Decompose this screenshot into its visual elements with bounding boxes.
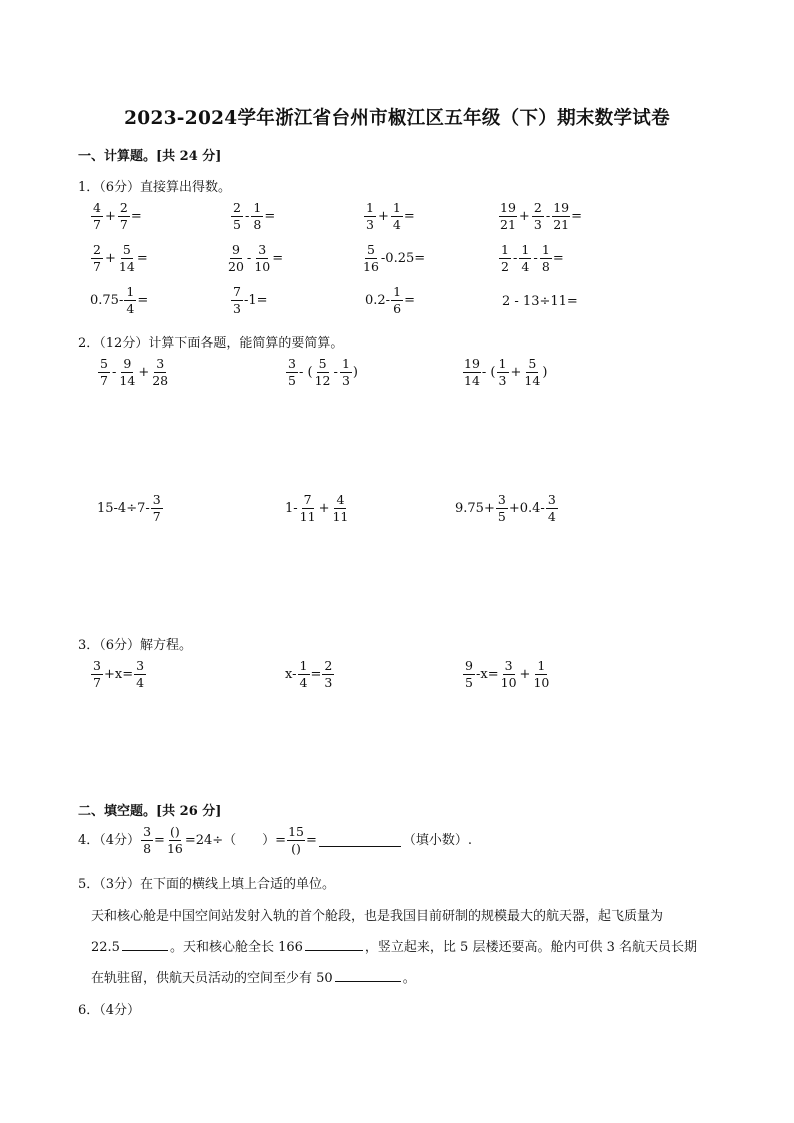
fraction — [391, 286, 403, 315]
numerator: 3 — [91, 660, 103, 675]
fraction — [231, 286, 243, 315]
expression-text: = — [404, 293, 415, 308]
expression-text: - — [545, 209, 551, 224]
fraction — [166, 826, 184, 855]
expression-text: = — [130, 209, 142, 224]
numerator: 4 — [91, 202, 103, 217]
q1-r2-c — [361, 244, 425, 273]
fraction — [287, 826, 305, 855]
expression-text: ) — [542, 365, 548, 380]
q4-answer-blank[interactable] — [319, 834, 401, 847]
question-2-label: 2．（12分）计算下面各题，能简算的要简算。 — [78, 336, 344, 351]
numerator: 3 — [286, 358, 298, 373]
q1-r3-d — [502, 295, 578, 308]
fraction — [540, 244, 552, 273]
fraction — [124, 286, 136, 315]
expression-text: +x= — [104, 667, 134, 682]
numerator: 19 — [464, 356, 480, 371]
expression-text: + — [105, 251, 116, 266]
denominator: 7 — [93, 258, 101, 274]
expression-text: = — [310, 667, 322, 682]
fraction — [298, 660, 310, 689]
q1-r1-c — [363, 202, 415, 231]
expression-text: + — [378, 209, 389, 224]
numerator: 5 — [121, 244, 133, 259]
fraction — [299, 494, 317, 523]
numerator: 1 — [540, 244, 552, 259]
fraction — [134, 660, 146, 689]
numerator: 3 — [151, 494, 163, 509]
q1-r1-a — [90, 202, 142, 231]
expression-text: 0.75- — [90, 293, 124, 308]
numerator: 1 — [391, 202, 403, 217]
fraction — [286, 358, 298, 387]
denominator: 16 — [166, 840, 183, 856]
fraction — [91, 202, 103, 231]
q1-r3-a — [90, 286, 148, 315]
denominator: 4 — [299, 674, 308, 690]
numerator: 1 — [251, 202, 263, 217]
q1-r1-d — [498, 202, 582, 231]
fraction — [519, 244, 531, 273]
q5-blank-volume[interactable] — [335, 969, 401, 982]
denominator: 10 — [254, 258, 271, 274]
fraction — [463, 358, 481, 387]
expression-text: + — [519, 667, 531, 682]
expression-text: + — [105, 209, 116, 224]
fraction — [141, 826, 153, 855]
expression-text: - ( — [481, 365, 496, 380]
fraction — [231, 202, 243, 231]
q3-equation-3 — [462, 660, 551, 689]
denominator: 11 — [332, 508, 349, 524]
denominator: 7 — [152, 508, 161, 524]
denominator: 5 — [465, 674, 473, 690]
denominator: 3 — [498, 372, 507, 388]
expression-text: ) — [352, 365, 358, 380]
numerator: 2 — [231, 202, 243, 217]
expression-text: （填小数）. — [402, 833, 473, 848]
denominator: 12 — [314, 372, 331, 388]
numerator: 1 — [124, 286, 136, 301]
fraction — [151, 494, 163, 523]
numerator: 1 — [298, 660, 310, 675]
denominator: 2 — [501, 258, 509, 274]
fraction — [500, 660, 518, 689]
denominator: 3 — [533, 216, 542, 232]
q1-r2-a — [90, 244, 148, 273]
q2-expr-6 — [455, 494, 559, 523]
fraction — [118, 358, 136, 387]
numerator: 3 — [134, 660, 146, 675]
fraction — [340, 358, 352, 387]
section-2-heading: 二、填空题。[共 26 分] — [78, 804, 222, 819]
denominator: 11 — [299, 508, 316, 524]
numerator: 1 — [391, 286, 403, 301]
q2-expr-3 — [462, 358, 547, 387]
question-1-label: 1．（6分）直接算出得数。 — [78, 180, 232, 195]
numerator: 5 — [98, 358, 110, 373]
expression-text: = — [264, 209, 276, 224]
paragraph-text: 22.5 — [91, 940, 120, 955]
numerator: 1 — [340, 358, 352, 373]
denominator: 20 — [228, 258, 244, 274]
expression-text: -x= — [476, 667, 499, 682]
numerator: 15 — [288, 824, 304, 839]
paragraph-text: ，竖立起来，比 5 层楼还要高。舱内可供 3 名航天员长期 — [364, 940, 697, 955]
denominator: 10 — [533, 674, 550, 690]
q1-r3-b — [230, 286, 268, 315]
denominator: 6 — [393, 300, 402, 316]
denominator: 21 — [553, 216, 570, 232]
numerator: 9 — [121, 358, 133, 373]
q2-expr-4 — [97, 494, 164, 523]
denominator: 4 — [392, 216, 401, 232]
fraction — [98, 358, 110, 387]
expression-text: - — [533, 251, 538, 266]
fraction — [532, 660, 550, 689]
expression-text: = — [137, 293, 149, 308]
denominator: 3 — [324, 674, 333, 690]
q3-equation-2 — [285, 660, 335, 689]
numerator: 2 — [118, 202, 130, 217]
fraction — [552, 202, 570, 231]
expression-text: = — [552, 251, 564, 266]
denominator: 3 — [341, 372, 350, 388]
question-4 — [78, 826, 472, 855]
numerator: 19 — [553, 200, 570, 215]
q3-equation-1 — [90, 660, 147, 689]
expression-text: = — [154, 833, 165, 848]
numerator: 3 — [546, 494, 558, 509]
fraction — [523, 358, 541, 387]
fraction — [314, 358, 332, 387]
q2-expr-5 — [285, 494, 350, 523]
fraction — [118, 244, 136, 273]
numerator: 4 — [334, 494, 346, 509]
expression-text: - — [513, 251, 518, 266]
q2-expr-2 — [285, 358, 358, 387]
page-title: 2023-2024学年浙江省台州市椒江区五年级（下）期末数学试卷 — [124, 108, 670, 129]
denominator: 14 — [118, 258, 135, 274]
numerator: 1 — [497, 358, 509, 373]
fraction — [151, 358, 169, 387]
denominator: 14 — [119, 372, 136, 388]
fraction — [532, 202, 544, 231]
numerator: 7 — [302, 494, 314, 509]
fraction — [322, 660, 334, 689]
numerator: 5 — [317, 358, 329, 373]
denominator: 28 — [152, 372, 169, 388]
denominator: 8 — [253, 216, 262, 232]
paragraph-text: 。 — [402, 971, 416, 986]
denominator: 5 — [233, 216, 241, 232]
denominator: 3 — [366, 216, 374, 232]
denominator: 8 — [541, 258, 550, 274]
denominator: 7 — [100, 372, 108, 388]
question-3-label: 3．（6分）解方程。 — [78, 638, 193, 653]
numerator: 1 — [535, 660, 547, 675]
numerator: 3 — [141, 826, 153, 841]
fraction — [91, 660, 103, 689]
expression-text: - ( — [299, 365, 313, 380]
q5-paragraph-line-3 — [91, 967, 416, 986]
q2-expr-1 — [97, 358, 170, 387]
q5-paragraph-line-1: 天和核心舱是中国空间站发射入轨的首个舱段，也是我国目前研制的规模最大的航天器，起飞质量为 — [91, 909, 664, 924]
expression-text: - — [112, 365, 117, 380]
fraction — [499, 202, 517, 231]
paragraph-text: 在轨驻留，供航天员活动的空间至少有 50 — [91, 971, 333, 986]
expression-text: = — [306, 833, 317, 848]
denominator: 14 — [524, 372, 541, 388]
expression-text: = — [403, 209, 415, 224]
fraction — [331, 494, 349, 523]
fraction — [118, 202, 130, 231]
q1-r3-c — [365, 286, 415, 315]
expression-text: 0.2- — [365, 293, 391, 308]
expression-text: 15-4÷7- — [97, 501, 150, 516]
expression-text: 9.75+ — [455, 501, 495, 516]
paragraph-text: 。天和核心舱全长 166 — [169, 940, 303, 955]
q1-r1-b — [230, 202, 275, 231]
numerator: 2 — [322, 660, 334, 675]
denominator: 10 — [500, 674, 517, 690]
numerator: 19 — [500, 200, 516, 215]
numerator: 2 — [532, 202, 544, 217]
fraction — [91, 244, 103, 273]
expression-text: = — [136, 251, 148, 266]
denominator: 4 — [126, 300, 135, 316]
numerator: 1 — [499, 244, 511, 259]
numerator: 5 — [526, 358, 538, 373]
denominator: 14 — [464, 372, 480, 388]
q5-blank-length[interactable] — [305, 938, 363, 951]
fraction — [463, 660, 475, 689]
question-5-label: 5．（3分）在下面的横线上填上合适的单位。 — [78, 877, 336, 892]
q1-r2-b — [226, 244, 283, 273]
numerator: 3 — [496, 494, 508, 509]
q5-blank-mass[interactable] — [122, 938, 168, 951]
fraction — [499, 244, 511, 273]
expression-text: 2 - 13÷11= — [502, 294, 578, 309]
expression-text: + — [318, 501, 330, 516]
expression-text: - — [246, 251, 252, 266]
fraction — [251, 202, 263, 231]
numerator: 3 — [503, 660, 515, 675]
denominator: 5 — [288, 372, 296, 388]
expression-text: +0.4- — [508, 501, 545, 516]
q1-r2-d — [498, 244, 564, 273]
expression-text: = — [571, 209, 583, 224]
section-1-heading: 一、计算题。[共 24 分] — [78, 149, 222, 164]
numerator: 3 — [154, 358, 166, 373]
expression-text: x- — [285, 667, 297, 682]
denominator: 7 — [93, 674, 101, 690]
fraction — [253, 244, 271, 273]
fraction — [391, 202, 403, 231]
fraction — [362, 244, 380, 273]
denominator: 7 — [119, 216, 128, 232]
expression-text: =24÷（ ）= — [184, 833, 287, 848]
expression-text: = — [272, 251, 284, 266]
expression-text: -1= — [244, 293, 268, 308]
denominator: 7 — [93, 216, 101, 232]
denominator: 4 — [136, 674, 145, 690]
denominator: 4 — [547, 508, 556, 524]
question-6-label: 6．（4分） — [78, 1003, 141, 1018]
fraction — [496, 494, 508, 523]
denominator: 8 — [143, 840, 152, 856]
expression-text: + — [510, 365, 522, 380]
fraction — [227, 244, 245, 273]
expression-text: - — [245, 209, 250, 224]
numerator: 1 — [364, 202, 376, 217]
expression-text: 1- — [285, 501, 298, 516]
denominator: 5 — [497, 508, 506, 524]
question-4-prefix: 4．（4分） — [78, 833, 141, 848]
numerator: 7 — [231, 286, 243, 301]
numerator: 2 — [91, 244, 103, 259]
expression-text: + — [518, 209, 530, 224]
expression-text: -0.25= — [380, 251, 426, 266]
numerator: 3 — [256, 244, 268, 259]
fraction — [546, 494, 558, 523]
fraction — [364, 202, 376, 231]
expression-text: + — [138, 365, 150, 380]
denominator: 16 — [363, 258, 379, 274]
numerator: 9 — [230, 244, 242, 259]
expression-text: - — [333, 365, 338, 380]
numerator: 1 — [519, 244, 531, 259]
numerator: () — [170, 824, 180, 839]
numerator: 9 — [463, 660, 475, 675]
denominator: 3 — [233, 300, 241, 316]
denominator: 4 — [521, 258, 530, 274]
q5-paragraph-line-2 — [91, 936, 697, 955]
fraction — [497, 358, 509, 387]
numerator: 5 — [365, 244, 377, 259]
denominator: 21 — [500, 216, 516, 232]
denominator: () — [291, 840, 301, 856]
